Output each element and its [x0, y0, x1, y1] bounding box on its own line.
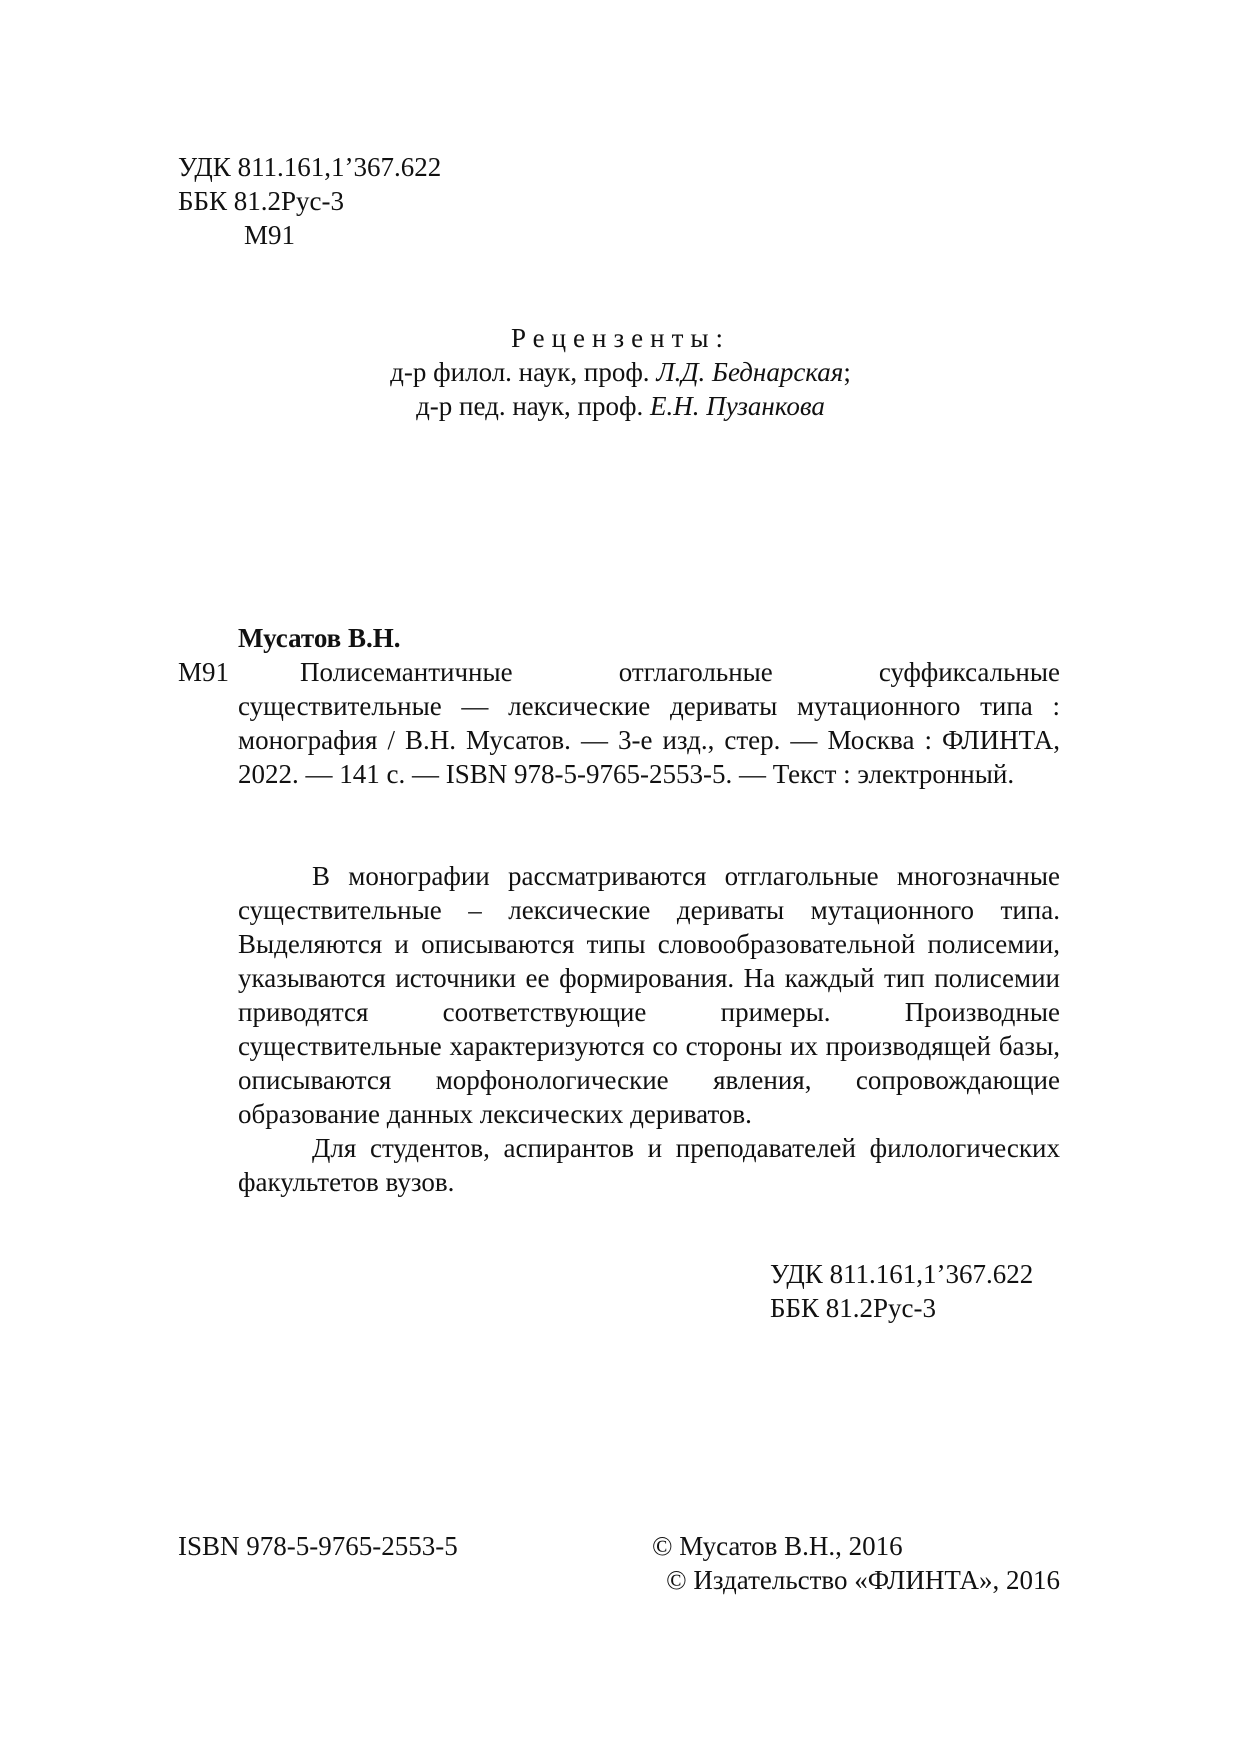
reviewer-2-name: Е.Н. Пузанкова	[649, 391, 825, 421]
bbk-code-bottom: ББК 81.2Рус-3	[770, 1293, 937, 1323]
annotation	[238, 859, 1060, 1199]
bibliographic-code: М91	[178, 657, 230, 687]
bibliographic-description: Полисемантичные отглагольные суффиксальные существительные — лексические дериваты мутационного типа : монография / В.Н. Мусатов. — 3-е изд., стер. — Москва : ФЛИНТА, 2022. — 141 с. — ISBN 978-5-9765-2553-5. — Текст : электронный.	[238, 657, 1060, 789]
reviewer-2	[200, 389, 1041, 423]
udk-code-bottom: УДК 811.161,1’367.622	[770, 1259, 1034, 1289]
reviewers-heading: Рецензенты:	[510, 323, 731, 353]
udk-code: УДК 811.161,1’367.622	[178, 152, 442, 182]
reviewer-1	[200, 355, 1041, 389]
reviewer-2-title: д-р пед. наук, проф.	[416, 391, 650, 421]
isbn: ISBN 978-5-9765-2553-5	[178, 1531, 458, 1561]
classification-block-bottom	[770, 1257, 1033, 1325]
author-heading: Мусатов В.Н.	[238, 623, 401, 653]
copyright-publisher: © Издательство «ФЛИНТА», 2016	[666, 1565, 1060, 1595]
copyright-block	[600, 1529, 1060, 1597]
reviewer-1-name: Л.Д. Беднарская	[656, 357, 844, 387]
audience-paragraph: Для студентов, аспирантов и преподавателей филологических факультетов вузов.	[238, 1133, 1060, 1197]
reviewer-1-title: д-р филол. наук, проф.	[390, 357, 657, 387]
bbk-code: ББК 81.2Рус-3	[178, 186, 345, 216]
copyright-author: © Мусатов В.Н., 2016	[652, 1531, 903, 1561]
annotation-paragraph: В монографии рассматриваются отглагольные многозначные существительные – лексические дериваты мутационного типа. Выделяются и описываются типы словообразовательной полисемии, указываются источники ее формирования. На каждый тип полисемии приводятся соответствующие примеры. Производные существительные характеризуются со стороны их производящей базы, описываются морфонологические явления, сопровождающие образование данных лексических дериватов.	[238, 861, 1060, 1129]
author-mark: М91	[244, 220, 296, 250]
reviewer-1-punct: ;	[843, 357, 851, 387]
reviewers-block	[200, 321, 1041, 423]
classification-block-top	[178, 150, 441, 252]
